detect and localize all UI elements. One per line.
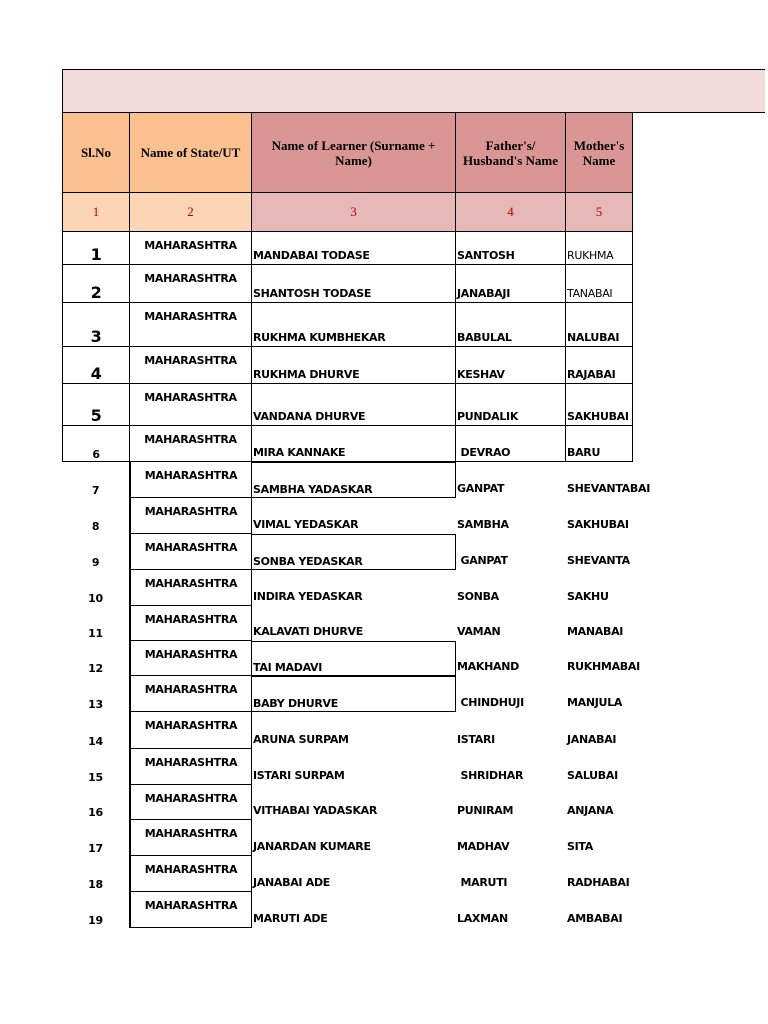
row-father-name: MADHAV [457,840,510,853]
row-learner-name: ISTARI SURPAM [253,769,345,782]
row-sl-no: 14 [62,712,130,749]
row-learner-name: SHANTOSH TODASE [252,265,456,303]
row-father-name: CHINDHUJI [457,696,524,709]
header-father-name: Father's/ Husband's Name [456,113,566,193]
row-mother-name: TANABAI [566,265,633,303]
row-mother-name: SAKHU [567,590,609,603]
row-state: MAHARASHTRA [130,892,252,928]
row-learner-name: RUKHMA DHURVE [252,347,456,384]
row-learner-name: ARUNA SURPAM [253,733,349,746]
column-number-3: 3 [252,193,456,232]
row-state: MAHARASHTRA [130,232,252,265]
row-father-name: BABULAL [456,303,566,347]
row-learner-name: MARUTI ADE [253,912,328,925]
header-learner-name: Name of Learner (Surname + Name) [252,113,456,193]
row-learner-name: SAMBHA YADASKAR [252,462,456,498]
row-learner-name: VANDANA DHURVE [252,384,456,426]
column-number-5: 5 [566,193,633,232]
row-mother-name: SITA [567,840,593,853]
row-mother-name: AMBABAI [567,912,623,925]
row-mother-name: RADHABAI [567,876,630,889]
row-state: MAHARASHTRA [130,606,252,641]
row-sl-no: 11 [62,606,130,641]
row-sl-no: 16 [62,785,130,820]
header-sl-no: Sl.No [62,113,130,193]
row-mother-name: SALUBAI [567,769,618,782]
row-learner-name: KALAVATI DHURVE [253,625,363,638]
row-learner-name: VIMAL YEDASKAR [253,518,359,531]
row-learner-name: SONBA YEDASKAR [252,534,456,570]
row-mother-name: SAKHUBAI [566,384,633,426]
row-father-name: ISTARI [457,733,495,746]
row-learner-name: RUKHMA KUMBHEKAR [252,303,456,347]
row-sl-no: 9 [62,534,130,570]
row-learner-name: VITHABAI YADASKAR [253,804,378,817]
row-mother-name: SHEVANTA [567,554,630,567]
row-father-name: MAKHAND [457,660,519,673]
row-state: MAHARASHTRA [130,265,252,303]
row-mother-name: SAKHUBAI [567,518,629,531]
row-mother-name: RAJABAI [566,347,633,384]
row-learner-name: JANARDAN KUMARE [253,840,371,853]
row-learner-name: BABY DHURVE [252,676,456,712]
row-father-name: JANABAJI [456,265,566,303]
row-state: MAHARASHTRA [130,856,252,892]
row-sl-no: 7 [62,462,130,498]
row-state: MAHARASHTRA [130,534,252,570]
row-father-name: SHRIDHAR [457,769,524,782]
row-state: MAHARASHTRA [130,820,252,856]
row-state: MAHARASHTRA [130,676,252,712]
row-father-name: GANPAT [457,482,505,495]
row-sl-no: 12 [62,641,130,676]
header-mother-name: Mother's Name [566,113,633,193]
row-father-name: VAMAN [457,625,501,638]
row-father-name: SONBA [457,590,499,603]
row-mother-name: SHEVANTABAI [567,482,650,495]
row-state: MAHARASHTRA [130,498,252,534]
row-sl-no: 15 [62,749,130,785]
row-father-name: SAMBHA [457,518,509,531]
row-state: MAHARASHTRA [130,749,252,785]
title-banner [62,69,765,113]
row-learner-name: JANABAI ADE [253,876,331,889]
row-state: MAHARASHTRA [130,426,252,462]
row-mother-name: MANJULA [567,696,623,709]
row-state: MAHARASHTRA [130,785,252,820]
row-mother-name: ANJANA [567,804,614,817]
row-mother-name: BARU [566,426,633,462]
row-father-name: PUNIRAM [457,804,514,817]
row-sl-no: 3 [62,303,130,347]
row-father-name: LAXMAN [457,912,508,925]
row-father-name: GANPAT [457,554,508,567]
row-sl-no: 8 [62,498,130,534]
row-sl-no: 10 [62,570,130,606]
row-sl-no: 18 [62,856,130,892]
row-sl-no: 4 [62,347,130,384]
row-sl-no: 5 [62,384,130,426]
row-mother-name: NALUBAI [566,303,633,347]
row-learner-name: MANDABAI TODASE [252,232,456,265]
row-mother-name: RUKHMA [566,232,633,265]
row-learner-name: TAI MADAVI [252,641,456,676]
column-number-2: 2 [130,193,252,232]
header-state: Name of State/UT [130,113,252,193]
row-mother-name: JANABAI [567,733,617,746]
row-state: MAHARASHTRA [130,384,252,426]
row-learner-name: INDIRA YEDASKAR [253,590,363,603]
row-state: MAHARASHTRA [130,462,252,498]
row-father-name: SANTOSH [456,232,566,265]
row-state: MAHARASHTRA [130,303,252,347]
row-state: MAHARASHTRA [130,570,252,606]
row-father-name: MARUTI [457,876,508,889]
row-mother-name: RUKHMABAI [567,660,640,673]
row-sl-no: 19 [62,892,130,928]
row-sl-no: 1 [62,232,130,265]
row-state: MAHARASHTRA [130,712,252,749]
row-father-name: KESHAV [456,347,566,384]
row-sl-no: 6 [62,426,130,462]
row-sl-no: 13 [62,676,130,712]
column-number-1: 1 [62,193,130,232]
row-state: MAHARASHTRA [130,347,252,384]
row-father-name: DEVRAO [456,426,566,462]
row-mother-name: MANABAI [567,625,624,638]
row-sl-no: 2 [62,265,130,303]
row-state: MAHARASHTRA [130,641,252,676]
row-sl-no: 17 [62,820,130,856]
row-father-name: PUNDALIK [456,384,566,426]
column-number-4: 4 [456,193,566,232]
row-learner-name: MIRA KANNAKE [252,426,456,462]
